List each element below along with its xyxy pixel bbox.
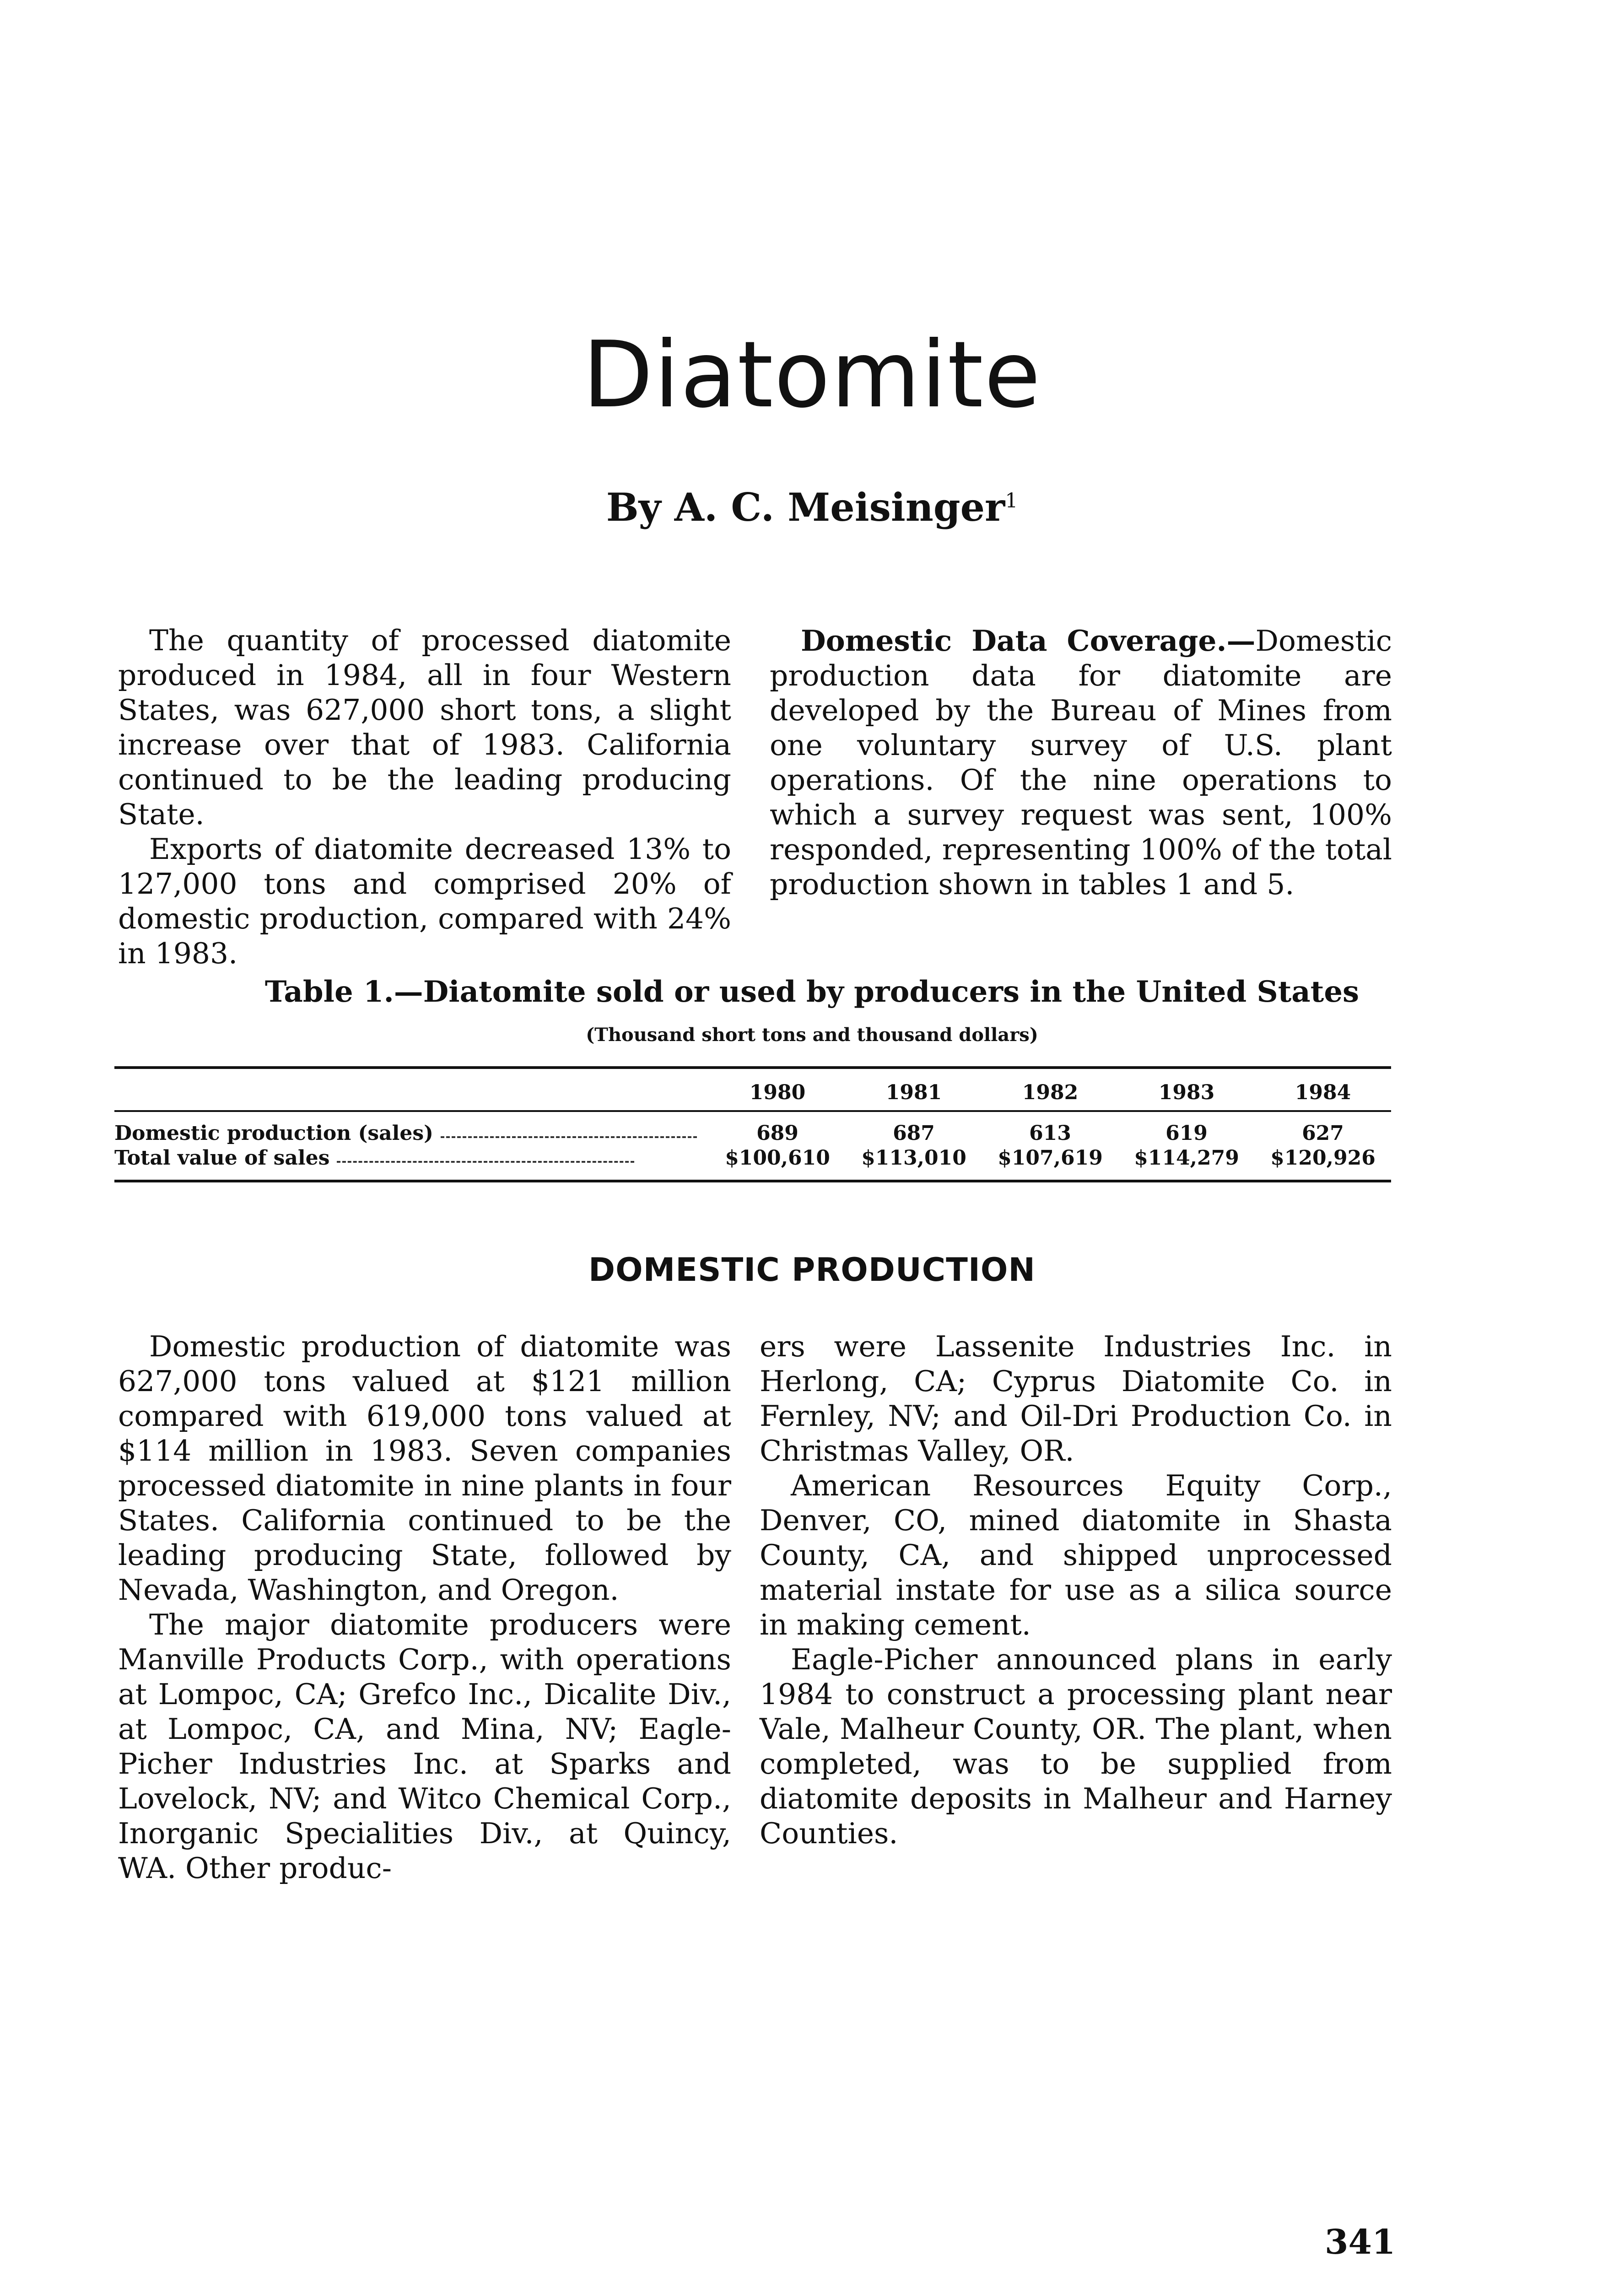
- table-column-header: 1980: [709, 1068, 846, 1111]
- table-column-header: 1984: [1255, 1068, 1391, 1111]
- table-title: Table 1.—Diatomite sold or used by producers in the United States: [264, 975, 1360, 1009]
- table-units: (Thousand short tons and thousand dollars): [586, 1024, 1038, 1046]
- table-stub-header: [114, 1068, 709, 1111]
- row-label-text: Domestic production (sales): [114, 1122, 433, 1145]
- intro-right-column: [770, 623, 1392, 902]
- body-paragraph: Domestic production of diatomite was 627,000 tons valued at $121 million compared with 619,000 tons valued at $114 million in 1983. Seven companies processed diatomite in nine plants in four States. California continued to be the leading producing State, followed by Nevada, Washington, and Oregon.: [118, 1330, 731, 1607]
- byline: [0, 476, 1624, 533]
- body-paragraph: The major diatomite producers were Manville Products Corp., with operations at Lompoc, CA; Grefco Inc., Dicalite Div., at Lompoc, CA, and Mina, NV; Eagle-Picher Industries Inc. at Sparks and Lovelock, NV; and Witco Chemical Corp., Inorganic Specialities Div., at Quincy, WA. Other produc-: [118, 1608, 731, 1885]
- table-cell: 687: [893, 1122, 935, 1145]
- table-cell: 689: [756, 1122, 799, 1145]
- table-header-row: [114, 1068, 1391, 1111]
- table-column-header: 1981: [846, 1068, 982, 1111]
- production-table: [114, 1066, 1391, 1182]
- table-row-label: [114, 1111, 709, 1146]
- row-label-text: Total value of sales: [114, 1146, 330, 1170]
- table-cell: 627: [1302, 1122, 1344, 1145]
- data-coverage-paragraph: [770, 623, 1392, 902]
- body-paragraph: ers were Lassenite Industries Inc. in Herlong, CA; Cyprus Diatomite Co. in Fernley, NV; and Oil-Dri Production Co. in Christmas Valley, OR.: [760, 1330, 1392, 1468]
- data-coverage-text: Domestic production data for diatomite are developed by the Bureau of Mines from one voluntary survey of U.S. plant operations. Of the nine operations to which a survey request was sent, 100% responded, representing 100% of the total production shown in tables 1 and 5.: [770, 624, 1392, 901]
- table-row-label: [114, 1146, 709, 1181]
- intro-paragraph: The quantity of processed diatomite produced in 1984, all in four Western States, was 627,000 short tons, a slight increase over that of 1983. California continued to be the leading producing State.: [118, 624, 731, 831]
- table-column-header: 1982: [982, 1068, 1118, 1111]
- table-cell: $113,010: [861, 1146, 966, 1170]
- section-heading: DOMESTIC PRODUCTION: [588, 1251, 1036, 1289]
- table-cell: $120,926: [1270, 1146, 1376, 1170]
- table-row: [114, 1146, 1391, 1181]
- intro-paragraph: Exports of diatomite decreased 13% to 127,000 tons and comprised 20% of domestic production, compared with 24% in 1983.: [118, 832, 731, 970]
- intro-left-column: [118, 623, 731, 971]
- body-right-column: [760, 1329, 1392, 1851]
- page-title: Diatomite: [583, 322, 1041, 428]
- dot-leader: [441, 1132, 697, 1138]
- table-cell: $107,619: [998, 1146, 1103, 1170]
- data-coverage-heading: Domestic Data Coverage.—: [801, 624, 1256, 658]
- page-number: 341: [1325, 2223, 1396, 2262]
- table-cell: $100,610: [725, 1146, 830, 1170]
- table-cell: 619: [1165, 1122, 1208, 1145]
- table-column-header: 1983: [1118, 1068, 1255, 1111]
- table-cell: 613: [1029, 1122, 1071, 1145]
- author-name: By A. C. Meisinger: [606, 485, 1005, 530]
- body-left-column: [118, 1329, 731, 1886]
- table-cell: $114,279: [1134, 1146, 1239, 1170]
- author-footnote-mark: 1: [1005, 489, 1018, 513]
- body-paragraph: Eagle-Picher announced plans in early 1984 to construct a processing plant near Vale, Malheur County, OR. The plant, when completed, was to be supplied from diatomite deposits in Malheur and Harney Counties.: [760, 1643, 1392, 1850]
- table-row: [114, 1111, 1391, 1146]
- dot-leader: [337, 1156, 634, 1163]
- body-paragraph: American Resources Equity Corp., Denver, CO, mined diatomite in Shasta County, CA, and shipped unprocessed material instate for use as a silica source in making cement.: [760, 1469, 1392, 1641]
